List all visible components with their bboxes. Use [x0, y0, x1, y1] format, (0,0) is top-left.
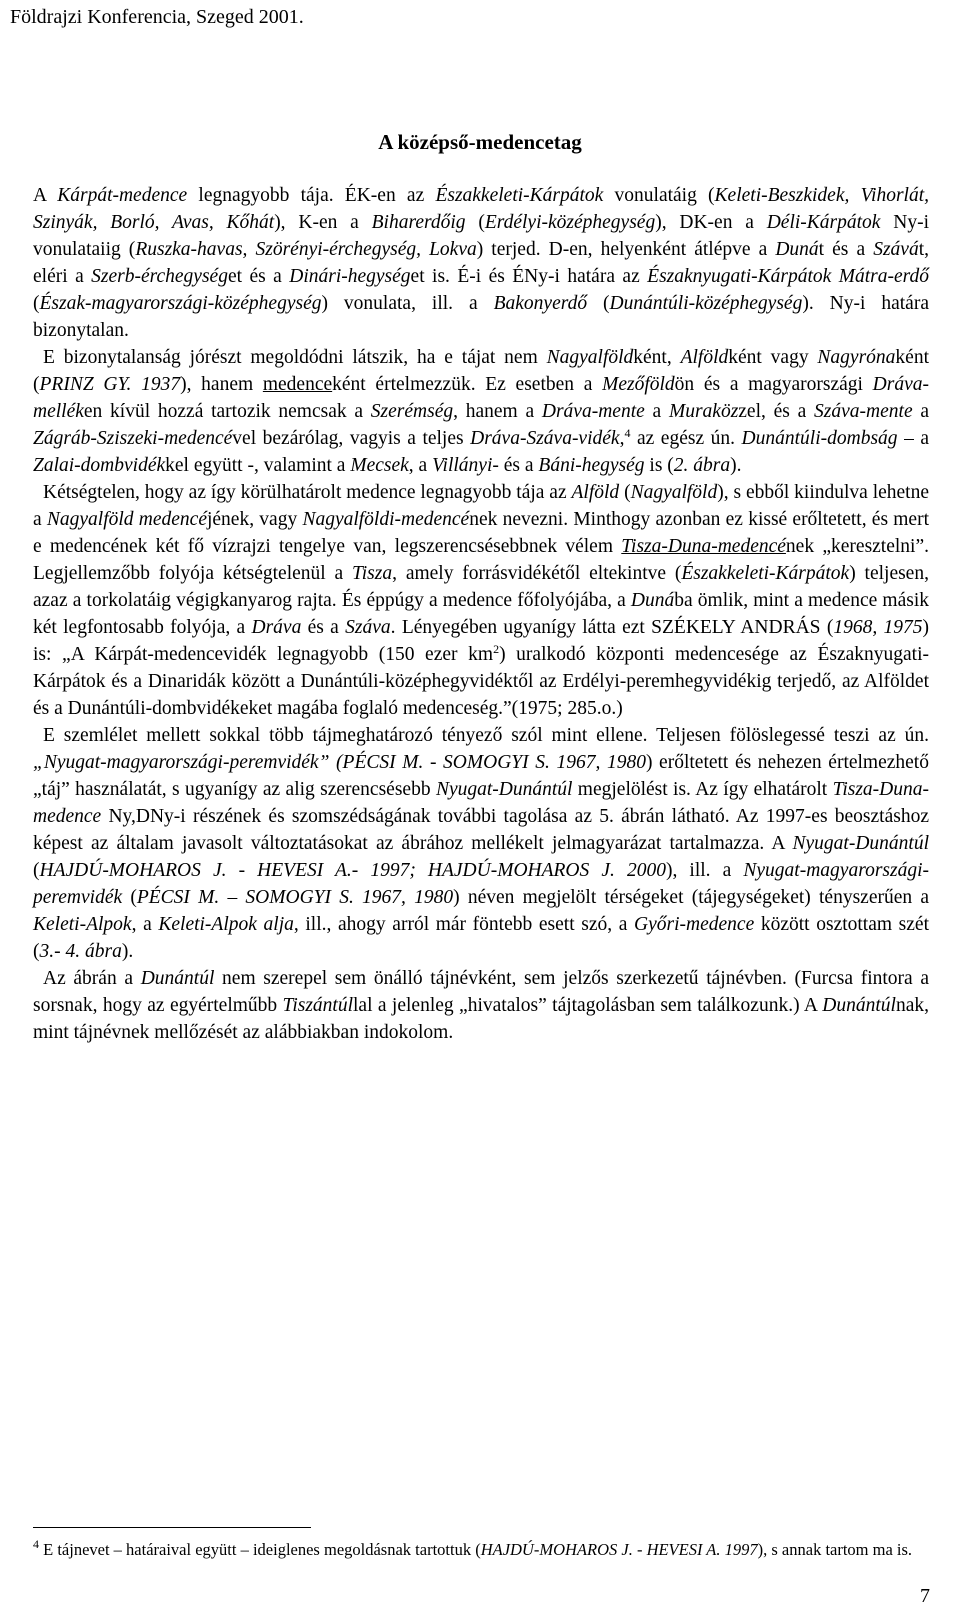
italic-run: Biharerdőig — [371, 212, 466, 233]
italic-run: Duná — [630, 590, 675, 611]
text-run: ) erőltetett és nehezen értelmezhető „táj” használatát, s ugyanígy az alig szerencsésebb — [33, 752, 929, 800]
text-run: ), s ebből kiindulva lehetne a — [33, 482, 929, 530]
italic-run: Nyugat-magyarországi-peremvidék — [33, 860, 929, 908]
italic-run: Dunántúl — [140, 968, 215, 989]
text-run: is ( — [644, 455, 674, 476]
italic-run: Északnyugati-Kárpátok Mátra-erdő — [647, 266, 929, 287]
section-title: A középső-medencetag — [378, 130, 582, 154]
italic-run: Keleti-Alpok alja — [158, 914, 294, 935]
italic-run: Erdélyi-középhegység — [484, 212, 656, 233]
text-run: – a — [897, 428, 930, 449]
text-run: ( — [587, 293, 610, 314]
text-run: en kívül hozzá tartozik nemcsak a — [83, 401, 371, 422]
paragraph — [33, 344, 929, 479]
italic-run: Zágráb-Sziszeki-medencé — [33, 428, 233, 449]
italic-run: 1968, 1975 — [833, 617, 923, 638]
italic-run: Dráva — [251, 617, 302, 638]
italic-run: Szerémség — [370, 401, 454, 422]
italic-run: Alföld — [680, 347, 729, 368]
text-run: . Lényegében ugyanígy látta ezt SZÉKELY ANDRÁS ( — [390, 617, 834, 638]
text-run: , a — [131, 914, 159, 935]
italic-run: HAJDÚ-MOHAROS J. - HEVESI A. 1997 — [480, 1540, 758, 1559]
italic-run: Mecsek — [350, 455, 409, 476]
text-run: ), ill. a — [665, 860, 744, 881]
text-run: ) is: „A Kárpát-medencevidék legnagyobb (150 ezer km — [33, 617, 929, 665]
text-run: között osztottam szét ( — [33, 914, 929, 962]
paragraph — [33, 182, 929, 344]
text-run: a — [912, 401, 930, 422]
text-run: A — [33, 185, 58, 206]
italic-run: Mezőföld — [602, 374, 675, 395]
italic-run: Nagyalföld medencé — [46, 509, 207, 530]
text-run: , a — [408, 455, 433, 476]
italic-run: Muraköz — [668, 401, 739, 422]
paragraph — [33, 722, 929, 965]
text-run: ként ( — [33, 347, 929, 395]
italic-run: Tisza-Duna-medencé — [621, 536, 786, 557]
italic-run: Nyugat-Dunántúl — [435, 779, 573, 800]
italic-run: Dráva-mellék — [33, 374, 929, 422]
italic-run: Nagyalföldi-medencé — [302, 509, 470, 530]
italic-run: Bakonyerdő — [493, 293, 588, 314]
text-run: a — [644, 401, 669, 422]
text-run: ( — [122, 887, 137, 908]
text-run: ) néven megjelölt térségeket (tájegységeket) tényszerűen a — [453, 887, 929, 908]
text-run: , — [619, 428, 625, 449]
footnote-text — [39, 1540, 912, 1559]
italic-run: Szerb-érchegység — [91, 266, 228, 287]
italic-run: Kárpát-medence — [57, 185, 188, 206]
italic-run: Északkeleti-Kárpátok — [681, 563, 850, 584]
text-run: et és a — [227, 266, 290, 287]
italic-run: Tisza-Duna-medence — [33, 779, 929, 827]
text-run: ), DK-en a — [655, 212, 767, 233]
italic-run: Győri-medence — [634, 914, 755, 935]
italic-run: Nyugat-Dunántúl — [792, 833, 929, 854]
superscript: 2 — [493, 642, 500, 656]
text-run: nek nevezni. Minthogy azonban ez kissé erőltetett, és mert e medencének két fő vízrajzi tengelye van, legszerencsésebbnek vélem — [33, 509, 930, 557]
italic-run: Nagyalföld — [630, 482, 718, 503]
italic-run: Észak-magyarországi-középhegység — [39, 293, 322, 314]
text-run: ként értelmezzük. Ez esetben a — [332, 374, 603, 395]
italic-run: Dráva-mente — [541, 401, 645, 422]
text-run: az egész ún. — [630, 428, 742, 449]
italic-run: Keleti-Alpok — [33, 914, 132, 935]
text-run: ként vagy — [728, 347, 818, 368]
text-run: ), hanem — [180, 374, 263, 395]
text-run: legnagyobb tája. ÉK-en az — [187, 185, 436, 206]
text-run: ként, — [633, 347, 681, 368]
italic-run: Dunántúli-középhegység — [609, 293, 803, 314]
text-run: ( — [33, 293, 40, 314]
italic-run: Villányi- — [432, 455, 499, 476]
text-run: és a — [498, 455, 539, 476]
text-run: nak, mint tájnévnek mellőzését az alábbiakban indokolom. — [33, 995, 929, 1043]
italic-run: Száva — [345, 617, 391, 638]
text-run: és a — [301, 617, 346, 638]
text-run: medence — [262, 374, 333, 395]
text-run: vel bezárólag, vagyis a teljes — [232, 428, 471, 449]
running-header: Földrajzi Konferencia, Szeged 2001. — [10, 6, 304, 28]
text-run: ön és a magyarországi — [674, 374, 873, 395]
italic-run: Zalai-dombvidék — [33, 455, 166, 476]
text-run: Ny-i vonulataiig ( — [33, 212, 930, 260]
italic-run: Tisza — [352, 563, 393, 584]
text-run: E tájnevet – határaival együtt – ideiglenes megoldásnak tartottuk ( — [39, 1540, 481, 1559]
text-run: nem szerepel sem önálló tájnévként, sem jelzős szerkezetű tájnévben. (Furcsa fintora a sorsnak, hogy az egyértelműbb — [33, 968, 929, 1016]
italic-run: Északkeleti-Kárpátok — [435, 185, 604, 206]
text-run: E bizonytalanság jórészt megoldódni látszik, ha e tájat nem — [43, 347, 547, 368]
italic-run: Alföld — [571, 482, 620, 503]
text-run: ), K-en a — [274, 212, 372, 233]
text-run: ). Ny-i határa bizonytalan. — [33, 293, 929, 341]
italic-run: Duná — [775, 239, 819, 260]
italic-run: Száva-mente — [814, 401, 913, 422]
italic-run: Nagyalföld — [546, 347, 634, 368]
italic-run: Dunántúl — [822, 995, 896, 1016]
page-number: 7 — [920, 1585, 930, 1607]
text-run: Ny,DNy-i részének és szomszédságának további tagolása az 5. ábrán látható. Az 1997-es beosztáshoz képest az általam javasolt változtatásokat az ábrához mellékelt jelmagyarázat tartalmazza. A — [33, 806, 929, 854]
italic-run: 2. ábra — [673, 455, 731, 476]
text-run: vonulatáig ( — [603, 185, 715, 206]
text-run: megjelölést is. Az így elhatárolt — [572, 779, 833, 800]
text-run: ). — [730, 455, 742, 476]
text-run: E szemlélet mellett sokkal több tájmeghatározó tényező szól mint ellene. Teljesen fölöslegessé teszi az ún. — [43, 725, 929, 746]
italic-run: HAJDÚ-MOHAROS J. - HEVESI A.- 1997; HAJDÚ-MOHAROS J. 2000 — [39, 860, 666, 881]
italic-run: 3.- 4. ábra — [39, 941, 122, 962]
text-run: jének, vagy — [206, 509, 303, 530]
italic-run: Dinári-hegység — [289, 266, 411, 287]
text-run: ) uralkodó központi medencesége az Északnyugati-Kárpátok és a Dinaridák között a Dunántúli-középhegyvidéktől az Erdélyi-peremhegyvidékig terjedő, az Alföldet és a Dunántúli-dombvidékeket magába foglaló medenceség.”(1975; 285.o.) — [33, 644, 930, 719]
text-run: ( — [465, 212, 485, 233]
text-run: lal a jelenleg „hivatalos” tájtagolásban sem találkozunk.) A — [353, 995, 823, 1016]
text-run: , hanem a — [453, 401, 542, 422]
italic-run: Keleti-Beszkidek, Vihorlát, Szinyák, Borló, Avas, Kőhát — [33, 185, 930, 233]
footnote — [33, 1538, 929, 1561]
footnote-divider — [33, 1527, 311, 1528]
text-run: ), s annak tartom ma is. — [757, 1540, 913, 1559]
italic-run: Dunántúli-dombság — [741, 428, 898, 449]
italic-run: „Nyugat-magyarországi-peremvidék” (PÉCSI M. - SOMOGYI S. 1967, 1980 — [33, 752, 646, 773]
text-run: , amely forrásvidékétől eltekintve ( — [392, 563, 682, 584]
text-run: zel, és a — [738, 401, 815, 422]
italic-run: Tiszántúl — [282, 995, 353, 1016]
italic-run: Nagyróna — [817, 347, 896, 368]
text-run: t, eléri a — [33, 239, 929, 287]
text-run: ( — [619, 482, 631, 503]
footnote-reference: 4 — [624, 426, 631, 440]
body-text — [33, 182, 929, 1046]
italic-run: PRINZ GY. 1937 — [39, 374, 181, 395]
italic-run: Ruszka-havas, Szörényi-érchegység, Lokva — [135, 239, 477, 260]
italic-run: Dráva-Száva-vidék — [470, 428, 620, 449]
text-run: Az ábrán a — [43, 968, 141, 989]
italic-run: PÉCSI M. – SOMOGYI S. 1967, 1980 — [136, 887, 454, 908]
italic-run: Szává — [873, 239, 919, 260]
text-run: et is. É-i és ÉNy-i határa az — [410, 266, 648, 287]
italic-run: Déli-Kárpátok — [766, 212, 881, 233]
text-run: nek „keresztelni”. Legjellemzőbb folyója kétségtelenül a — [33, 536, 929, 584]
text-run: Kétségtelen, hogy az így körülhatárolt medence legnagyobb tája az — [43, 482, 572, 503]
text-run: ). — [121, 941, 134, 962]
paragraph — [33, 965, 929, 1046]
text-run: ) terjed. D-en, helyenként átlépve a — [476, 239, 776, 260]
text-run: ba ömlik, mint a medence másik két legfontosabb folyója, a — [33, 590, 929, 638]
text-run: ( — [33, 860, 40, 881]
footnote-marker: 4 — [33, 1537, 39, 1551]
text-run: t és a — [818, 239, 874, 260]
text-run: , ill., ahogy arról már föntebb esett szó, a — [293, 914, 635, 935]
italic-run: Báni-hegység — [538, 455, 645, 476]
text-run: ) vonulata, ill. a — [321, 293, 494, 314]
text-run: kel együtt -, valamint a — [165, 455, 351, 476]
text-run: ) teljesen, azaz a torkolatáig végigkanyarog rajta. És éppúgy a medence főfolyójába, a — [33, 563, 929, 611]
paragraph — [33, 479, 929, 722]
